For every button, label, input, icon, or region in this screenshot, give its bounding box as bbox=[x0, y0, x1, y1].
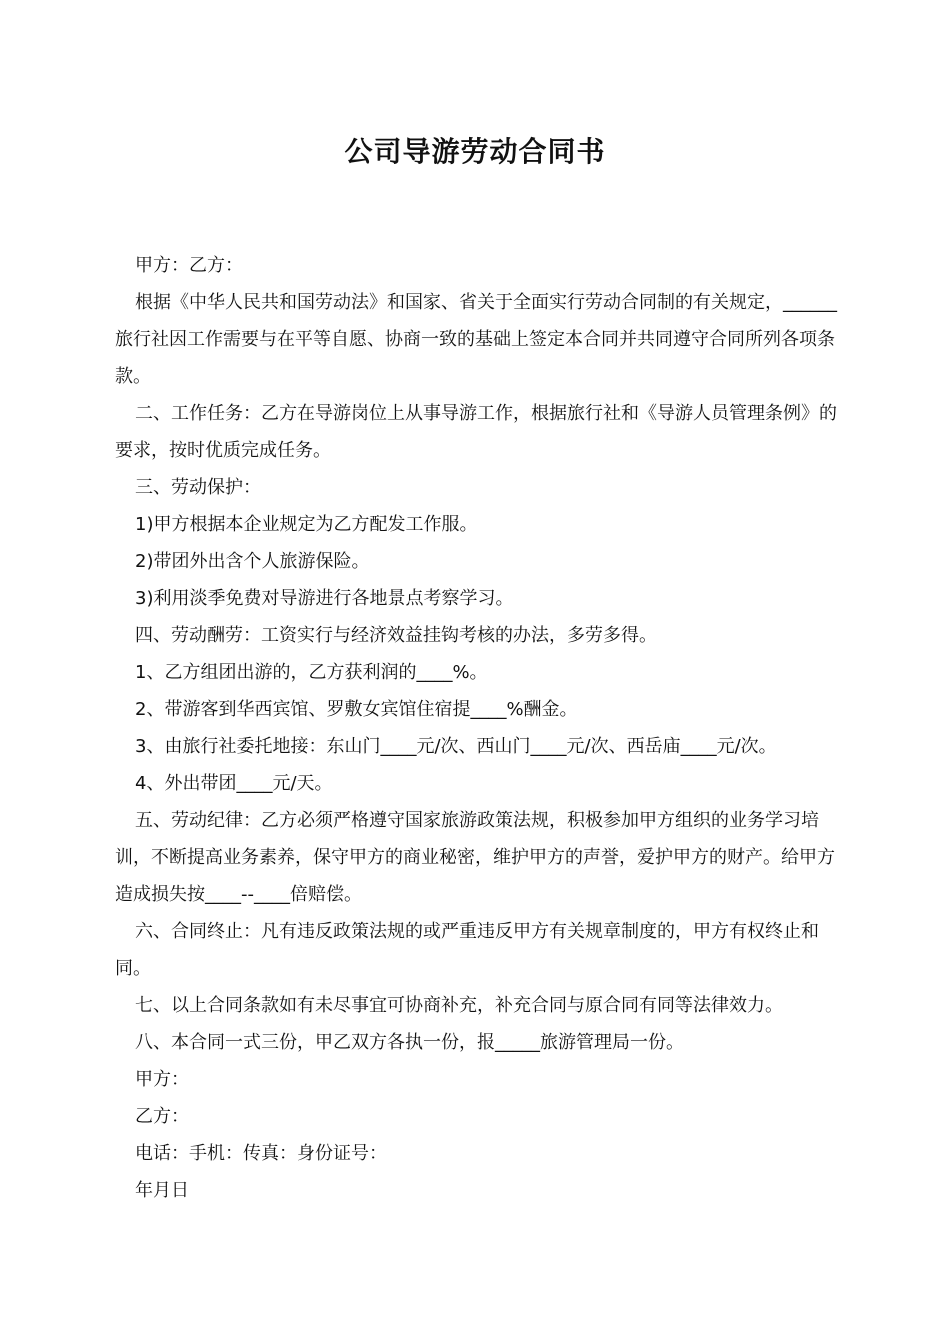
signature-party-b: 乙方： bbox=[135, 1106, 189, 1127]
protection-item-1: 1)甲方根据本企业规定为乙方配发工作服。 bbox=[135, 514, 478, 535]
document-title: 公司导游劳动合同书 bbox=[344, 135, 606, 168]
contact-line: 电话：手机：传真：身份证号： bbox=[135, 1143, 387, 1164]
protection-item-2: 2)带团外出含个人旅游保险。 bbox=[135, 551, 370, 572]
party-line: 甲方：乙方： bbox=[135, 255, 243, 276]
date-line: 年月日 bbox=[135, 1180, 189, 1201]
clause-labor-protection: 三、劳动保护： bbox=[135, 477, 261, 498]
remuneration-item-1: 1、乙方组团出游的，乙方获利润的____%。 bbox=[135, 662, 488, 683]
clause-work-tasks: 二、工作任务：乙方在导游岗位上从事导游工作，根据旅行社和《导游人员管理条例》的要求，按时优质完成任务。 bbox=[115, 403, 837, 461]
remuneration-item-4: 4、外出带团____元/天。 bbox=[135, 773, 333, 794]
remuneration-item-2: 2、带游客到华西宾馆、罗敷女宾馆住宿提____%酬金。 bbox=[135, 699, 578, 720]
clause-supplement: 七、以上合同条款如有未尽事宜可协商补充，补充合同与原合同有同等法律效力。 bbox=[135, 995, 783, 1016]
clause-remuneration: 四、劳动酬劳：工资实行与经济效益挂钩考核的办法，多劳多得。 bbox=[135, 625, 657, 646]
clause-termination: 六、合同终止：凡有违反政策法规的或严重违反甲方有关规章制度的，甲方有权终止和同。 bbox=[115, 921, 819, 979]
document-body bbox=[115, 247, 839, 1209]
signature-party-a: 甲方： bbox=[135, 1069, 189, 1090]
preamble-paragraph: 根据《中华人民共和国劳动法》和国家、省关于全面实行劳动合同制的有关规定，______旅行社因工作需要与在平等自愿、协商一致的基础上签定本合同并共同遵守合同所列各项条款。 bbox=[115, 292, 837, 387]
protection-item-3: 3)利用淡季免费对导游进行各地景点考察学习。 bbox=[135, 588, 514, 609]
clause-copies: 八、本合同一式三份，甲乙双方各执一份，报_____旅游管理局一份。 bbox=[135, 1032, 684, 1053]
clause-discipline: 五、劳动纪律：乙方必须严格遵守国家旅游政策法规，积极参加甲方组织的业务学习培训，不断提高业务素养，保守甲方的商业秘密，维护甲方的声誉，爱护甲方的财产。给甲方造成损失按____--____倍赔偿。 bbox=[115, 810, 835, 905]
remuneration-item-3: 3、由旅行社委托地接：东山门____元/次、西山门____元/次、西岳庙____元/次。 bbox=[135, 736, 777, 757]
